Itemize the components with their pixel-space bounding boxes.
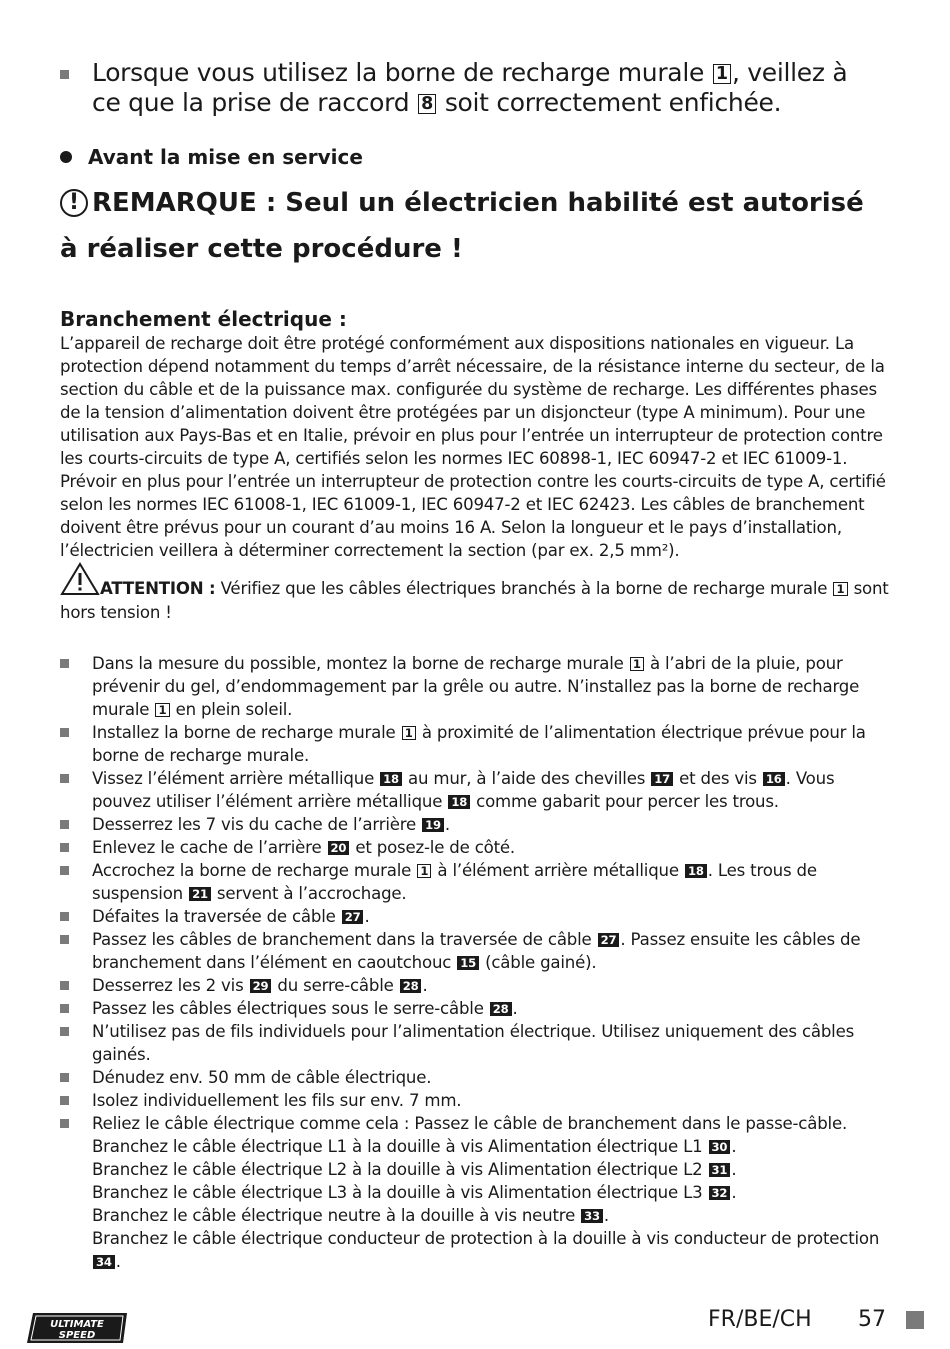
top-bullet-text: Lorsque vous utilisez la borne de recharge murale 1 , veillez à ce que la prise de raccord 8 soit correctement enfichée. [92, 58, 848, 117]
reference-number: 27 [598, 933, 620, 947]
square-bullet-icon [60, 843, 69, 852]
page-number: 57 [858, 1307, 886, 1332]
footer-region-code: FR/BE/CH [708, 1307, 812, 1332]
footer-square-icon [906, 1311, 924, 1329]
round-bullet-icon [60, 151, 72, 163]
svg-text:SPEED: SPEED [58, 1330, 96, 1341]
reference-number: 16 [763, 772, 785, 786]
square-bullet-icon [60, 1027, 69, 1036]
connection-title: Branchement électrique : [60, 307, 347, 331]
reference-number: 18 [448, 795, 470, 809]
square-bullet-icon [60, 1004, 69, 1013]
reference-number: 1 [833, 582, 847, 596]
reference-number: 1 [417, 864, 431, 878]
list-item: Dans la mesure du possible, montez la borne de recharge murale 1 à l’abri de la pluie, pour prévenir du gel, d’endommagement par la grêle ou autre. N’installez pas la borne de recharge murale 1 en plein soleil. [60, 652, 895, 721]
list-item: Reliez le câble électrique comme cela : Passez le câble de branchement dans le passe-câble. Branchez le câble électrique L1 à la douille à vis Alimentation électrique L1 30 . Branchez le câble électrique L2 à la douille à vis Alimentation électrique L2 31 . Branchez le câble électrique L3 à la douille à vis Alimentation électrique L3 32 . Branchez le câble électrique neutre à la douille à vis neutre 33 . Branchez le câble électrique conducteur de protection à la douille à vis conducteur de protection 34 . [60, 1112, 895, 1273]
reference-number: 20 [328, 841, 350, 855]
section-heading: Avant la mise en service [60, 144, 363, 170]
square-bullet-icon [60, 70, 69, 79]
attention-notice: ATTENTION : Vérifiez que les câbles électriques branchés à la borne de recharge murale 1 sont hors tension ! [60, 562, 892, 625]
square-bullet-icon [60, 774, 69, 783]
reference-number: 30 [709, 1140, 731, 1154]
reference-number: 27 [342, 910, 364, 924]
reference-number: 21 [189, 887, 211, 901]
reference-number: 1 [402, 726, 416, 740]
connection-paragraph-2: Prévoir en plus pour l’entrée un interrupteur de protection contre les courts-circuits de type A, certifié selon les normes IEC 61008-1, IEC 61009-1, IEC 60947-2 et IEC 62423. Les câbles de branchement doivent être prévus pour un courant d’au moins 16 A. Selon la longueur et le pays d’installation, l’électricien veillera à déterminer correctement la section (par ex. 2,5 mm²). [60, 472, 886, 560]
reference-number: 18 [380, 772, 402, 786]
reference-number: 34 [93, 1255, 115, 1269]
installation-steps [60, 652, 895, 1273]
square-bullet-icon [60, 1073, 69, 1082]
list-item: Enlevez le cache de l’arrière 20 et posez-le de côté. [60, 836, 895, 859]
top-bullet-item [60, 58, 880, 118]
remark-text: Seul un électricien habilité est autorisé à réaliser cette procédure ! [60, 188, 864, 264]
attention-label: ATTENTION : [100, 579, 216, 598]
list-item: Accrochez la borne de recharge murale 1 à l’élément arrière métallique 18 . Les trous de suspension 21 servent à l’accrochage. [60, 859, 895, 905]
square-bullet-icon [60, 981, 69, 990]
square-bullet-icon [60, 866, 69, 875]
list-item: Desserrez les 2 vis 29 du serre-câble 28 . [60, 974, 895, 997]
list-item: Dénudez env. 50 mm de câble électrique. [60, 1066, 895, 1089]
list-item: Installez la borne de recharge murale 1 à proximité de l’alimentation électrique prévue pour la borne de recharge murale. [60, 721, 895, 767]
reference-number: 17 [651, 772, 673, 786]
exclamation-circle-icon: ! [60, 189, 88, 217]
square-bullet-icon [60, 1096, 69, 1105]
reference-number: 32 [709, 1186, 731, 1200]
remark-notice [60, 180, 890, 272]
connection-body [60, 332, 892, 562]
reference-number: 1 [155, 703, 169, 717]
reference-number: 33 [581, 1209, 603, 1223]
list-item: Isolez individuellement les fils sur env. 7 mm. [60, 1089, 895, 1112]
reference-number: 8 [418, 94, 436, 114]
remark-label: REMARQUE : [92, 188, 277, 218]
connection-paragraph-1: L’appareil de recharge doit être protégé conformément aux dispositions nationales en vigueur. La protection dépend notamment du temps d’arrêt nécessaire, de la résistance interne du secteur, de la section du câble et de la puissance max. configurée du système de recharge. Les différentes phases de la tension d’alimentation doivent être protégées par un disjoncteur (type A minimum). Pour une utilisation aux Pays-Bas et en Italie, prévoir en plus pour l’entrée un interrupteur de protection contre les courts-circuits de type A, certifiés selon les normes IEC 60898-1, IEC 60947-2 et IEC 61009-1. [60, 334, 885, 468]
list-item: Passez les câbles de branchement dans la traversée de câble 27 . Passez ensuite les câbles de branchement dans l’élément en caoutchouc 15 (câble gainé). [60, 928, 895, 974]
square-bullet-icon [60, 659, 69, 668]
square-bullet-icon [60, 728, 69, 737]
warning-triangle-icon [60, 562, 100, 596]
square-bullet-icon [60, 820, 69, 829]
reference-number: 28 [400, 979, 422, 993]
square-bullet-icon [60, 1119, 69, 1128]
reference-number: 28 [490, 1002, 512, 1016]
reference-number: 19 [422, 818, 444, 832]
square-bullet-icon [60, 935, 69, 944]
list-item: Vissez l’élément arrière métallique 18 au mur, à l’aide des chevilles 17 et des vis 16 . Vous pouvez utiliser l’élément arrière métallique 18 comme gabarit pour percer les trous. [60, 767, 895, 813]
reference-number: 1 [713, 64, 731, 84]
reference-number: 1 [630, 657, 644, 671]
square-bullet-icon [60, 912, 69, 921]
reference-number: 29 [250, 979, 272, 993]
list-item: N’utilisez pas de fils individuels pour l’alimentation électrique. Utilisez uniquement des câbles gainés. [60, 1020, 895, 1066]
reference-number: 15 [457, 956, 479, 970]
reference-number: 18 [685, 864, 707, 878]
reference-number: 31 [709, 1163, 731, 1177]
list-item: Passez les câbles électriques sous le serre-câble 28 . [60, 997, 895, 1020]
ultimate-speed-logo [27, 1311, 129, 1345]
list-item: Défaites la traversée de câble 27 . [60, 905, 895, 928]
list-item: Desserrez les 7 vis du cache de l’arrière 19 . [60, 813, 895, 836]
svg-text:ULTIMATE: ULTIMATE [50, 1319, 104, 1330]
